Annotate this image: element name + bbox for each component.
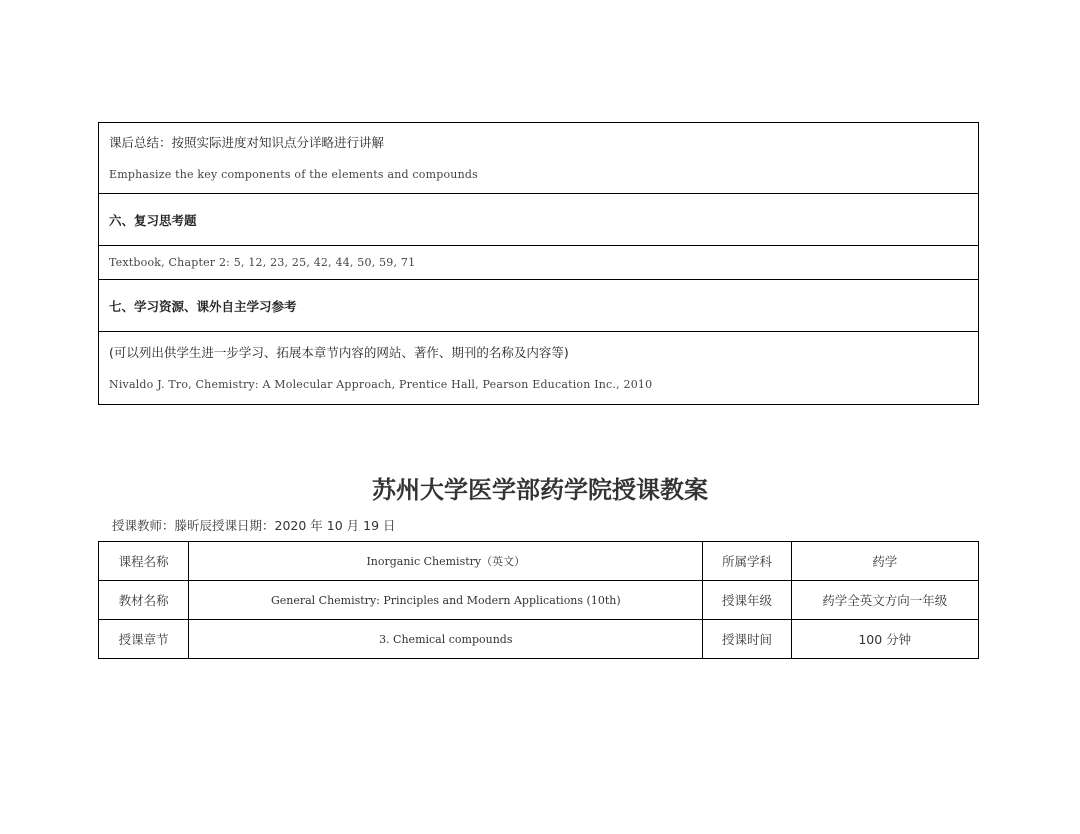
textbook-label: 教材名称: [99, 581, 189, 620]
resources-row: [99, 332, 979, 405]
course-row: [99, 542, 979, 581]
time-value: 100 分钟: [791, 620, 978, 659]
review-text: Textbook, Chapter 2: 5, 12, 23, 25, 42, 44, 50, 59, 71: [109, 255, 416, 269]
review-heading-row: [99, 194, 979, 246]
subject-label: 所属学科: [703, 542, 791, 581]
lesson-notes-table: [98, 122, 979, 405]
review-text-row: [99, 246, 979, 280]
subject-value: 药学: [791, 542, 978, 581]
grade-label: 授课年级: [703, 581, 791, 620]
resources-heading-row: [99, 280, 979, 332]
chapter-row: [99, 620, 979, 659]
course-name-label: 课程名称: [99, 542, 189, 581]
course-name-value: Inorganic Chemistry（英文）: [189, 542, 703, 581]
teacher-date-line: 授课教师：滕昕辰授课日期：2020 年 10 月 19 日: [112, 518, 396, 533]
textbook-row: [99, 581, 979, 620]
resources-note: (可以列出供学生进一步学习、拓展本章节内容的网站、著作、期刊的名称及内容等): [109, 344, 569, 360]
chapter-value: 3. Chemical compounds: [189, 620, 703, 659]
document-title: 苏州大学医学部药学院授课教案: [372, 475, 708, 504]
resources-heading: 七、学习资源、课外自主学习参考: [109, 298, 297, 314]
summary-line: 课后总结：按照实际进度对知识点分详略进行讲解: [109, 134, 385, 150]
grade-value: 药学全英文方向一年级: [791, 581, 978, 620]
chapter-label: 授课章节: [99, 620, 189, 659]
review-heading: 六、复习思考题: [109, 212, 197, 228]
summary-row: [99, 123, 979, 194]
summary-english: Emphasize the key components of the elements and compounds: [109, 167, 478, 181]
time-label: 授课时间: [703, 620, 791, 659]
resources-reference: Nivaldo J. Tro, Chemistry: A Molecular Approach, Prentice Hall, Pearson Education Inc., 2010: [109, 377, 653, 391]
textbook-value: General Chemistry: Principles and Modern Applications (10th): [189, 581, 703, 620]
course-info-table: [98, 541, 979, 659]
